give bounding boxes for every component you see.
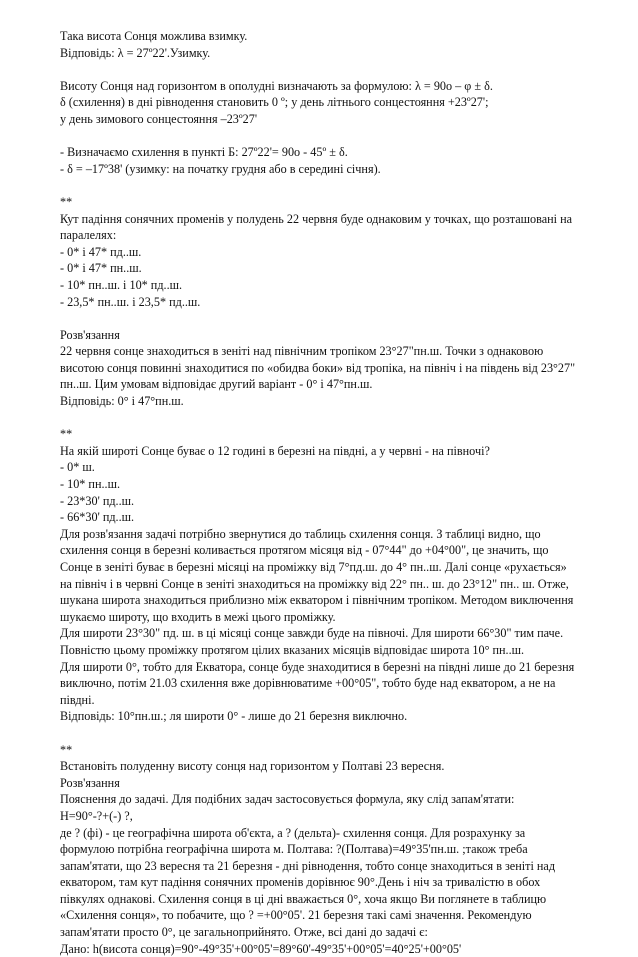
option-line: - 10* пн..ш. і 10* пд..ш. [60,277,183,292]
text-line: δ (схилення) в дні рівнодення становить 0 º; у день літнього сонцестояння +23º27'; [60,95,489,110]
formula-line: Дано: h(висота сонця)=90°-49°35'+00°05'=89°60'-49°35'+00°05'=40°25'+00°05' [60,941,462,956]
text-line: пн..ш. Цим умовам відповідає другий варіант - 0° і 47°пн.ш. [60,377,373,392]
text-line: шукана широта знаходиться приблизно між екватором і північним тропіком. Методом виключення [60,593,574,608]
text-line: Для розв'язання задачі потрібно звернутися до таблиць схилення сонця. З таблиці видно, що [60,526,541,541]
text-line: - δ = –17º38' (узимку: на початку грудня або в середині січня). [60,161,381,176]
question-line: На якій широті Сонце буває о 12 годині в березні на півдні, а у червні - на півночі? [60,443,490,458]
text-block [60,144,620,177]
text-line: Сонце в зеніті буває в березні місяці на проміжку від 7°пд.ш. до 4° пн..ш. Далі сонце «рухається» [60,560,567,574]
formula-line: Н=90°-?+(-) ?, [60,808,133,823]
text-line: півкулях однакові. Схилення сонця в ці дні вважається 0°, хоча якщо Ви поглянете в таблицю [60,891,547,906]
text-line: «Схилення сонця», то побачите, що ? =+00°05'. 21 березня такі самі значення. Рекомендую [60,908,532,923]
text-line: Для широти 0°, тобто для Екватора, сонце буде знаходитися в березні на півдні лише до 21 березня [60,659,575,674]
question-line: паралелях: [60,228,117,243]
paragraph-gap [60,177,620,194]
solution-block [60,327,620,410]
option-line: - 23*30' пд..ш. [60,493,135,508]
option-line: - 0* ш. [60,460,95,475]
answer-line: Відповідь: 0° і 47°пн.ш. [60,394,184,409]
text-line: на північ і в червні Сонце в зеніті знаходиться на проміжку від 22° пн.. ш. до 23°12" пн.. ш. Отже, [60,576,569,591]
paragraph-gap [60,410,620,427]
solution-heading: Розв'язання [60,775,120,790]
separator-mark: ** [60,742,73,757]
paragraph-gap [60,725,620,742]
option-line: - 10* пн..ш. [60,477,121,492]
text-line: Висоту Сонця над горизонтом в ополудні визначають за формулою: λ = 90о – φ ± δ. [60,78,493,93]
text-line: у день зимового сонцестояння –23º27' [60,111,258,126]
option-line: - 66*30' пд..ш. [60,510,135,525]
text-line: Така висота Сонця можлива взимку. [60,29,248,43]
option-line: - 23,5* пн..ш. і 23,5* пд..ш. [60,294,201,309]
answer-line: Відповідь: λ = 27º22'.Узимку. [60,45,211,60]
text-line: - Визначаємо схилення в пункті Б: 27º22'= 90о - 45º ± δ. [60,145,348,160]
text-line: виключно, потім 21.03 схилення вже дорівнюватиме +00°05", тобто буде над екватором, а не на [60,676,556,691]
text-line: Для широти 23°30" пд. ш. в ці місяці сонце завжди буде на півночі. Для широти 66°30" тим паче. [60,626,564,641]
question-block [60,742,620,957]
paragraph-gap [60,310,620,327]
question-block [60,194,620,310]
text-line: Повністю цьому проміжку протягом цілих вказаних місяців відповідає широта 10° пн..ш. [60,642,525,657]
question-line: Кут падіння сонячних променів у полудень 22 червня буде однаковим у точках, що розташовані на [60,211,573,226]
text-line: формулою потрібна географічна широта м. Полтава: ?(Полтава)=49°35'пн.ш. ;також треба [60,842,528,857]
document-page [60,28,620,957]
paragraph-gap [60,128,620,145]
option-line: - 0* і 47* пн..ш. [60,261,142,276]
text-block [60,78,620,128]
solution-heading: Розв'язання [60,327,120,342]
text-line: висотою сонця повинні знаходитися по «обидва боки» від тропіка, на північ і на південь від 23°27" [60,360,576,375]
text-line: екватором, там кут падіння сонячних променів дорівнює 90°.День і ніч за тривалістю в обох [60,875,541,890]
text-line: схилення сонця в березні коливається протягом місяця від - 07°44" до +04°00", це значить, що [60,543,549,558]
question-block [60,426,620,725]
separator-mark: ** [60,427,73,442]
text-block [60,28,620,61]
option-line: - 0* і 47* пд..ш. [60,244,142,259]
paragraph-gap [60,61,620,78]
text-line: запам'ятати просто 0°, це загальноприйнято. Отже, всі дані до задачі є: [60,925,428,940]
question-line: Встановіть полуденну висоту сонця над горизонтом у Полтаві 23 вересня. [60,759,445,774]
text-line: запам'ятати, що 23 вересня та 21 березня - дні рівнодення, тобто сонце знаходиться в зеніті над [60,858,556,873]
text-line: півдні. [60,692,95,707]
text-line: де ? (фі) - це географічна широта об'єкта, а ? (дельта)- схилення сонця. Для розрахунку за [60,825,526,840]
text-line: 22 червня сонце знаходиться в зеніті над північним тропіком 23°27"пн.ш. Точки з однаковою [60,344,544,359]
text-line: Пояснення до задачі. Для подібних задач застосовується формула, яку слід запам'ятати: [60,792,515,807]
separator-mark: ** [60,194,73,209]
text-line: шукаємо широту, що входить в межі цього проміжку. [60,609,336,624]
answer-line: Відповідь: 10°пн.ш.; ля широти 0° - лише до 21 березня виключно. [60,709,408,724]
